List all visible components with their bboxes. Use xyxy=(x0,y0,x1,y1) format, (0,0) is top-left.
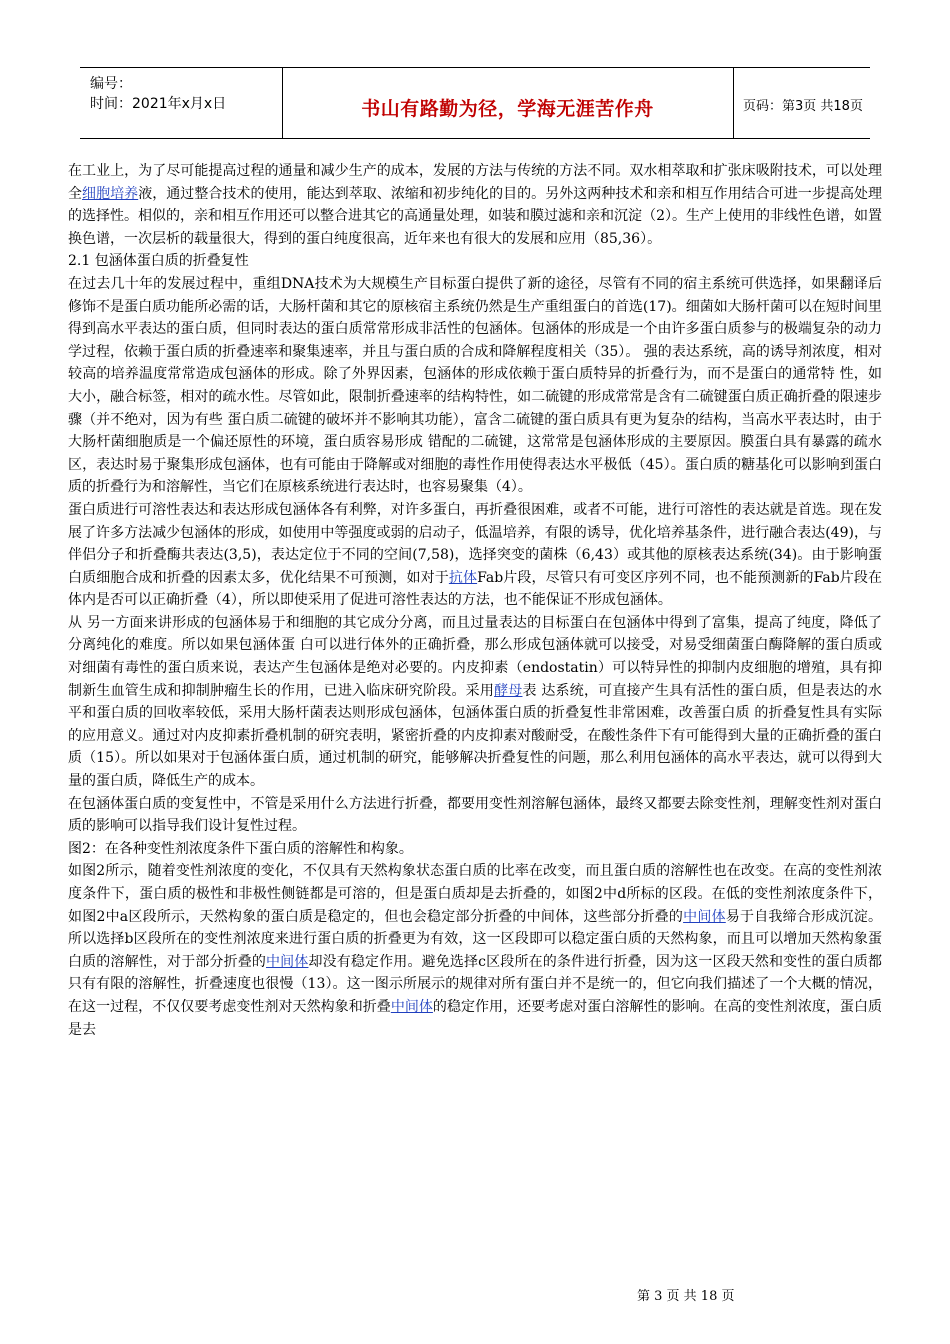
text-span: Fab片段，尽管只有可变区序列不同，也不能预测新的Fab片段在体内是否可以正确折叠（4），所以即使采用了促进可溶性表达的方法，也不能保证不形成包涵体。 xyxy=(68,569,882,609)
text-span: 易于自我缔合形成沉淀。所以选择b区段所在的变性剂浓度来进行蛋白质的折叠更为有效，这一区段即可以稳定蛋白质的天然构象，而且可以增加天然构象蛋白质的溶解性，对于部分折叠的 xyxy=(68,908,882,970)
text-span: 从 另一方面来讲形成的包涵体易于和细胞的其它成分分离，而且过量表达的目标蛋白在包涵体中得到了富集，提高了纯度，降低了分离纯化的难度。所以如果包涵体蛋 白可以进行体外的正确折叠，那么形成包涵体就可以接受，对易受细菌蛋白酶降解的蛋白质或对细菌有毒性的蛋白质来说，表达产生包涵体是绝对必要的。内皮抑素（endostatin）可以特异性的抑制内皮细胞的增殖，具有抑制新生血管生成和抑制肿瘤生长的作用，已进入临床研究阶段。采用 xyxy=(68,614,882,699)
page-footer: 第 3 页 共 18 页 xyxy=(637,1289,735,1304)
section-heading: 2.1 包涵体蛋白质的折叠复性 xyxy=(68,253,249,270)
text-span: 液，通过整合技术的使用，能达到萃取、浓缩和初步纯化的目的。另外这两种技术和亲和相互作用结合可进一步提高处理的选择性。相似的，亲和相互作用还可以整合进其它的高通量处理，如装和膜过滤和亲和沉淀（2）。生产上使用的非线性色谱，如置换色谱，一次层析的载量很大，得到的蛋白纯度很高，近年来也有很大的发展和应用（85,36）。 xyxy=(68,185,883,247)
text-span: 却没有稳定作用。避免选择c区段所在的条件进行折叠，因为这一区段天然和变性的蛋白质都只有有限的溶解性，折叠速度也很慢（13）。这一图示所展示的规律对所有蛋白并不是统一的，但它向我们描述了一个大概的情况，在这一过程，不仅仅要考虑变性剂对天然构象和折叠 xyxy=(68,953,883,1015)
text-span: 表 达系统，可直接产生具有活性的蛋白质，但是表达的水平和蛋白质的回收率较低，采用大肠杆菌表达则形成包涵体，包涵体蛋白质的折叠复性非常困难，改善蛋白质 的折叠复性具有实际的应用意义。通过对内皮抑素折叠机制的研究表明，紧密折叠的内皮抑素对酸耐受，在酸性条件下有可能得到大量的正确折叠的蛋白质（15）。所以如果对于包涵体蛋白质，通过机制的研究，能够解决折叠复性的问题，那么利用包涵体的高水平表达，就可以得到大量的蛋白质，降低生产的成本。 xyxy=(68,682,882,790)
cell-culture-link[interactable]: 细胞培养 xyxy=(82,185,139,202)
intermediate-link[interactable]: 中间体 xyxy=(266,953,309,970)
paragraph-inclusion-body-advantages xyxy=(68,612,882,793)
text-span: 蛋白质进行可溶性表达和表达形成包涵体各有利弊，对许多蛋白，再折叠很困难，或者不可能，进行可溶性的表达就是首选。现在发展了许多方法减少包涵体的形成，如使用中等强度或弱的启动子，低温培养，有限的诱导，优化培养基条件，进行融合表达(49)，与伴侣分子和折叠酶共表达(3,5)，表达定位于不同的空间(7,58)，选择突变的菌株（6,43）或其他的原核表达系统(34)。由于影响蛋白质细胞合成和折叠的因素太多，优化结果不可预测，如对于 xyxy=(68,501,882,586)
antibody-link[interactable]: 抗体 xyxy=(448,569,478,586)
paragraph-industrial-process xyxy=(68,160,882,250)
header-motto: 书山有路勤为径，学海无涯苦作舟 xyxy=(361,98,654,120)
paragraph-figure-explanation xyxy=(68,860,882,1041)
intermediate-link[interactable]: 中间体 xyxy=(390,998,433,1015)
figure-caption: 图2：在各种变性剂浓度条件下蛋白质的溶解性和构象。 xyxy=(68,840,413,857)
text-span: 在工业上，为了尽可能提高过程的通量和减少生产的成本，发展的方法与传统的方法不同。双水相萃取和扩张床吸附技术，可以处理全 xyxy=(68,163,882,202)
document-number-label: 编号： xyxy=(90,76,132,92)
header-info-cell xyxy=(80,68,283,138)
text-span: 如图2所示，随着变性剂浓度的变化，不仅具有天然构象状态蛋白质的比率在改变，而且蛋白质的溶解性也在改变。在高的变性剂浓度条件下，蛋白质的极性和非极性侧链都是可溶的，但是蛋白质却是去折叠的，如图2中d所标的区段。在低的变性剂浓度条件下，如图2中a区段所示，天然构象的蛋白质是稳定的，但也会稳定部分折叠的中间体，这些部分折叠的 xyxy=(68,863,882,925)
document-body xyxy=(68,160,882,1041)
paragraph-soluble-expression xyxy=(68,499,882,612)
header-page-cell xyxy=(733,68,870,138)
header-page-code: 页码：第3页 共18页 xyxy=(743,99,863,114)
yeast-link[interactable]: 酵母 xyxy=(494,682,523,699)
page-header xyxy=(80,67,870,139)
intermediate-link[interactable]: 中间体 xyxy=(683,908,726,925)
paragraph-denaturant: 在包涵体蛋白质的变复性中，不管是采用什么方法进行折叠，都要用变性剂溶解包涵体，最终又都要去除变性剂，理解变性剂对蛋白质的影响可以指导我们设计复性过程。 xyxy=(68,795,882,835)
header-motto-cell xyxy=(282,68,734,138)
text-span: 的稳定作用，还要考虑对蛋白溶解性的影响。在高的变性剂浓度，蛋白质是去 xyxy=(68,998,883,1038)
document-time-label: 时间：2021年x月x日 xyxy=(90,96,227,112)
paragraph-inclusion-body-formation: 在过去几十年的发展过程中，重组DNA技术为大规模生产目标蛋白提供了新的途径，尽管有不同的宿主系统可供选择，如果翻译后修饰不是蛋白质功能所必需的话，大肠杆菌和其它的原核宿主系统仍然是生产重组蛋白的首选(17)。细菌如大肠杆菌可以在短时间里得到高水平表达的蛋白质，但同时表达的蛋白质常常形成非活性的包涵体。包涵体的形成是一个由许多蛋白质参与的极端复杂的动力学过程，依赖于蛋白质的折叠速率和聚集速率，并且与蛋白质的合成和降解程度相关（35）。 强的表达系统，高的诱导剂浓度，相对较高的培养温度常常造成包涵体的形成。除了外界因素，包涵体的形成依赖于蛋白质特异的折叠行为，而不是蛋白的通常特 性，如大小，融合标签，相对的疏水性。尽管如此，限制折叠速率的结构特性，如二硫键的形成常常是含有二硫键蛋白质正确折叠的限速步骤（并不绝对，因为有些 蛋白质二硫键的破坏并不影响其功能），富含二硫键的蛋白质具有更为复杂的结构，当高水平表达时，由于大肠杆菌细胞质是一个偏还原性的环境，蛋白质容易形成 错配的二硫键，这常常是包涵体形成的主要原因。膜蛋白具有暴露的疏水区，表达时易于聚集形成包涵体，也有可能由于降解或对细胞的毒性作用使得表达水平极低（45）。蛋白质的糖基化可以影响到蛋白质的折叠行为和溶解性，当它们在原核系统进行表达时，也容易聚集（4）。 xyxy=(68,275,882,496)
